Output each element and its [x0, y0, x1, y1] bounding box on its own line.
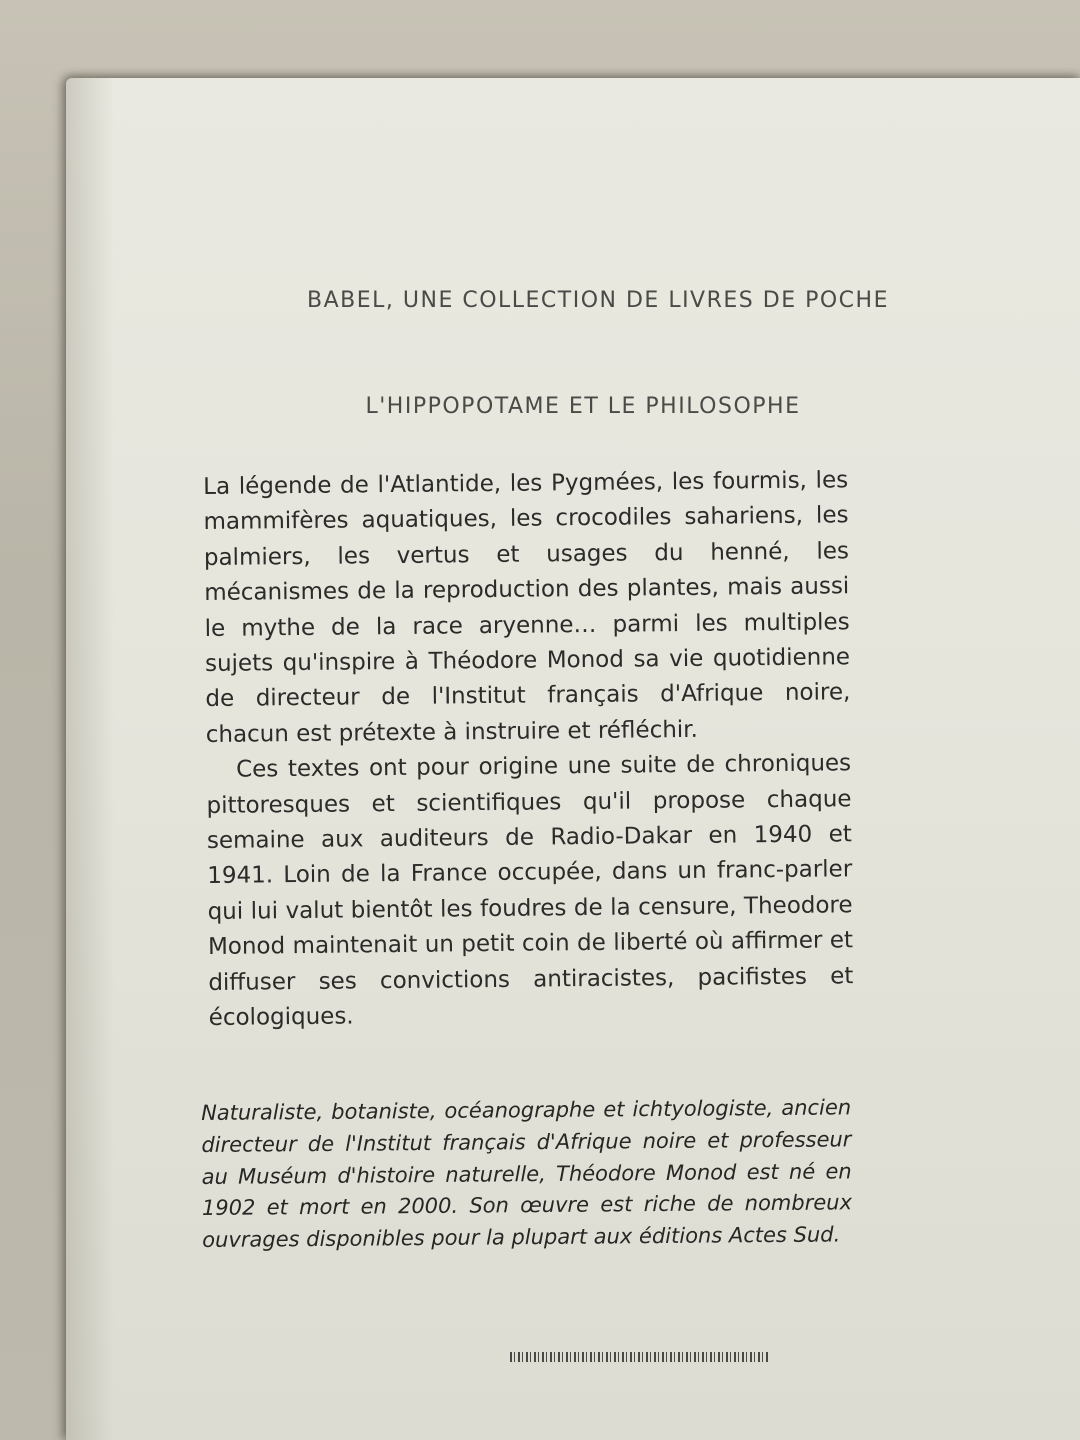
cover-edge-wear: [66, 78, 114, 1440]
author-bio-paragraph: Naturaliste, botaniste, océanographe et ichtyologiste, ancien directeur de l'Institut français d'Afrique noire et professeur au Muséum d'histoire naturelle, Théodore Monod est né en 1902 et mort en 2000. Son œuvre est riche de nombreux ouvrages disponibles pour la plupart aux éditions Actes Sud.: [201, 1095, 853, 1253]
author-bio: [201, 1092, 852, 1257]
barcode: [510, 1352, 770, 1362]
book-title: L'HIPPOPOTAME ET LE PHILOSOPHE: [365, 394, 801, 419]
blurb-paragraph: La légende de l'Atlantide, les Pygmées, les fourmis, les mammifères aquatiques, les crocodiles sahariens, les palmiers, les vertus et usages du henné, les mécanismes de la reproduction des plantes, mais aussi le mythe de la race aryenne… parmi les multiples sujets qu'inspire à Théodore Monod sa vie quotidienne de directeur de l'Institut français d'Afrique noire, chacun est prétexte à instruire et réfléchir.: [203, 467, 851, 748]
blurb-paragraph: Ces textes ont pour origine une suite de chroniques pittoresques et scientifiques qu'il propose chaque semaine aux auditeurs de Radio-Dakar en 1940 et 1941. Loin de la France occupée, dans un franc-parler qui lui valut bientôt les foudres de la censure, Theodore Monod maintenait un petit coin de liberté où affirmer et diffuser ses convictions antiracistes, pacifistes et écologiques.: [206, 750, 854, 1032]
series-heading: BABEL, UNE COLLECTION DE LIVRES DE POCHE: [307, 288, 889, 313]
blurb-text: [203, 463, 854, 1036]
book-back-cover: [66, 78, 1080, 1440]
